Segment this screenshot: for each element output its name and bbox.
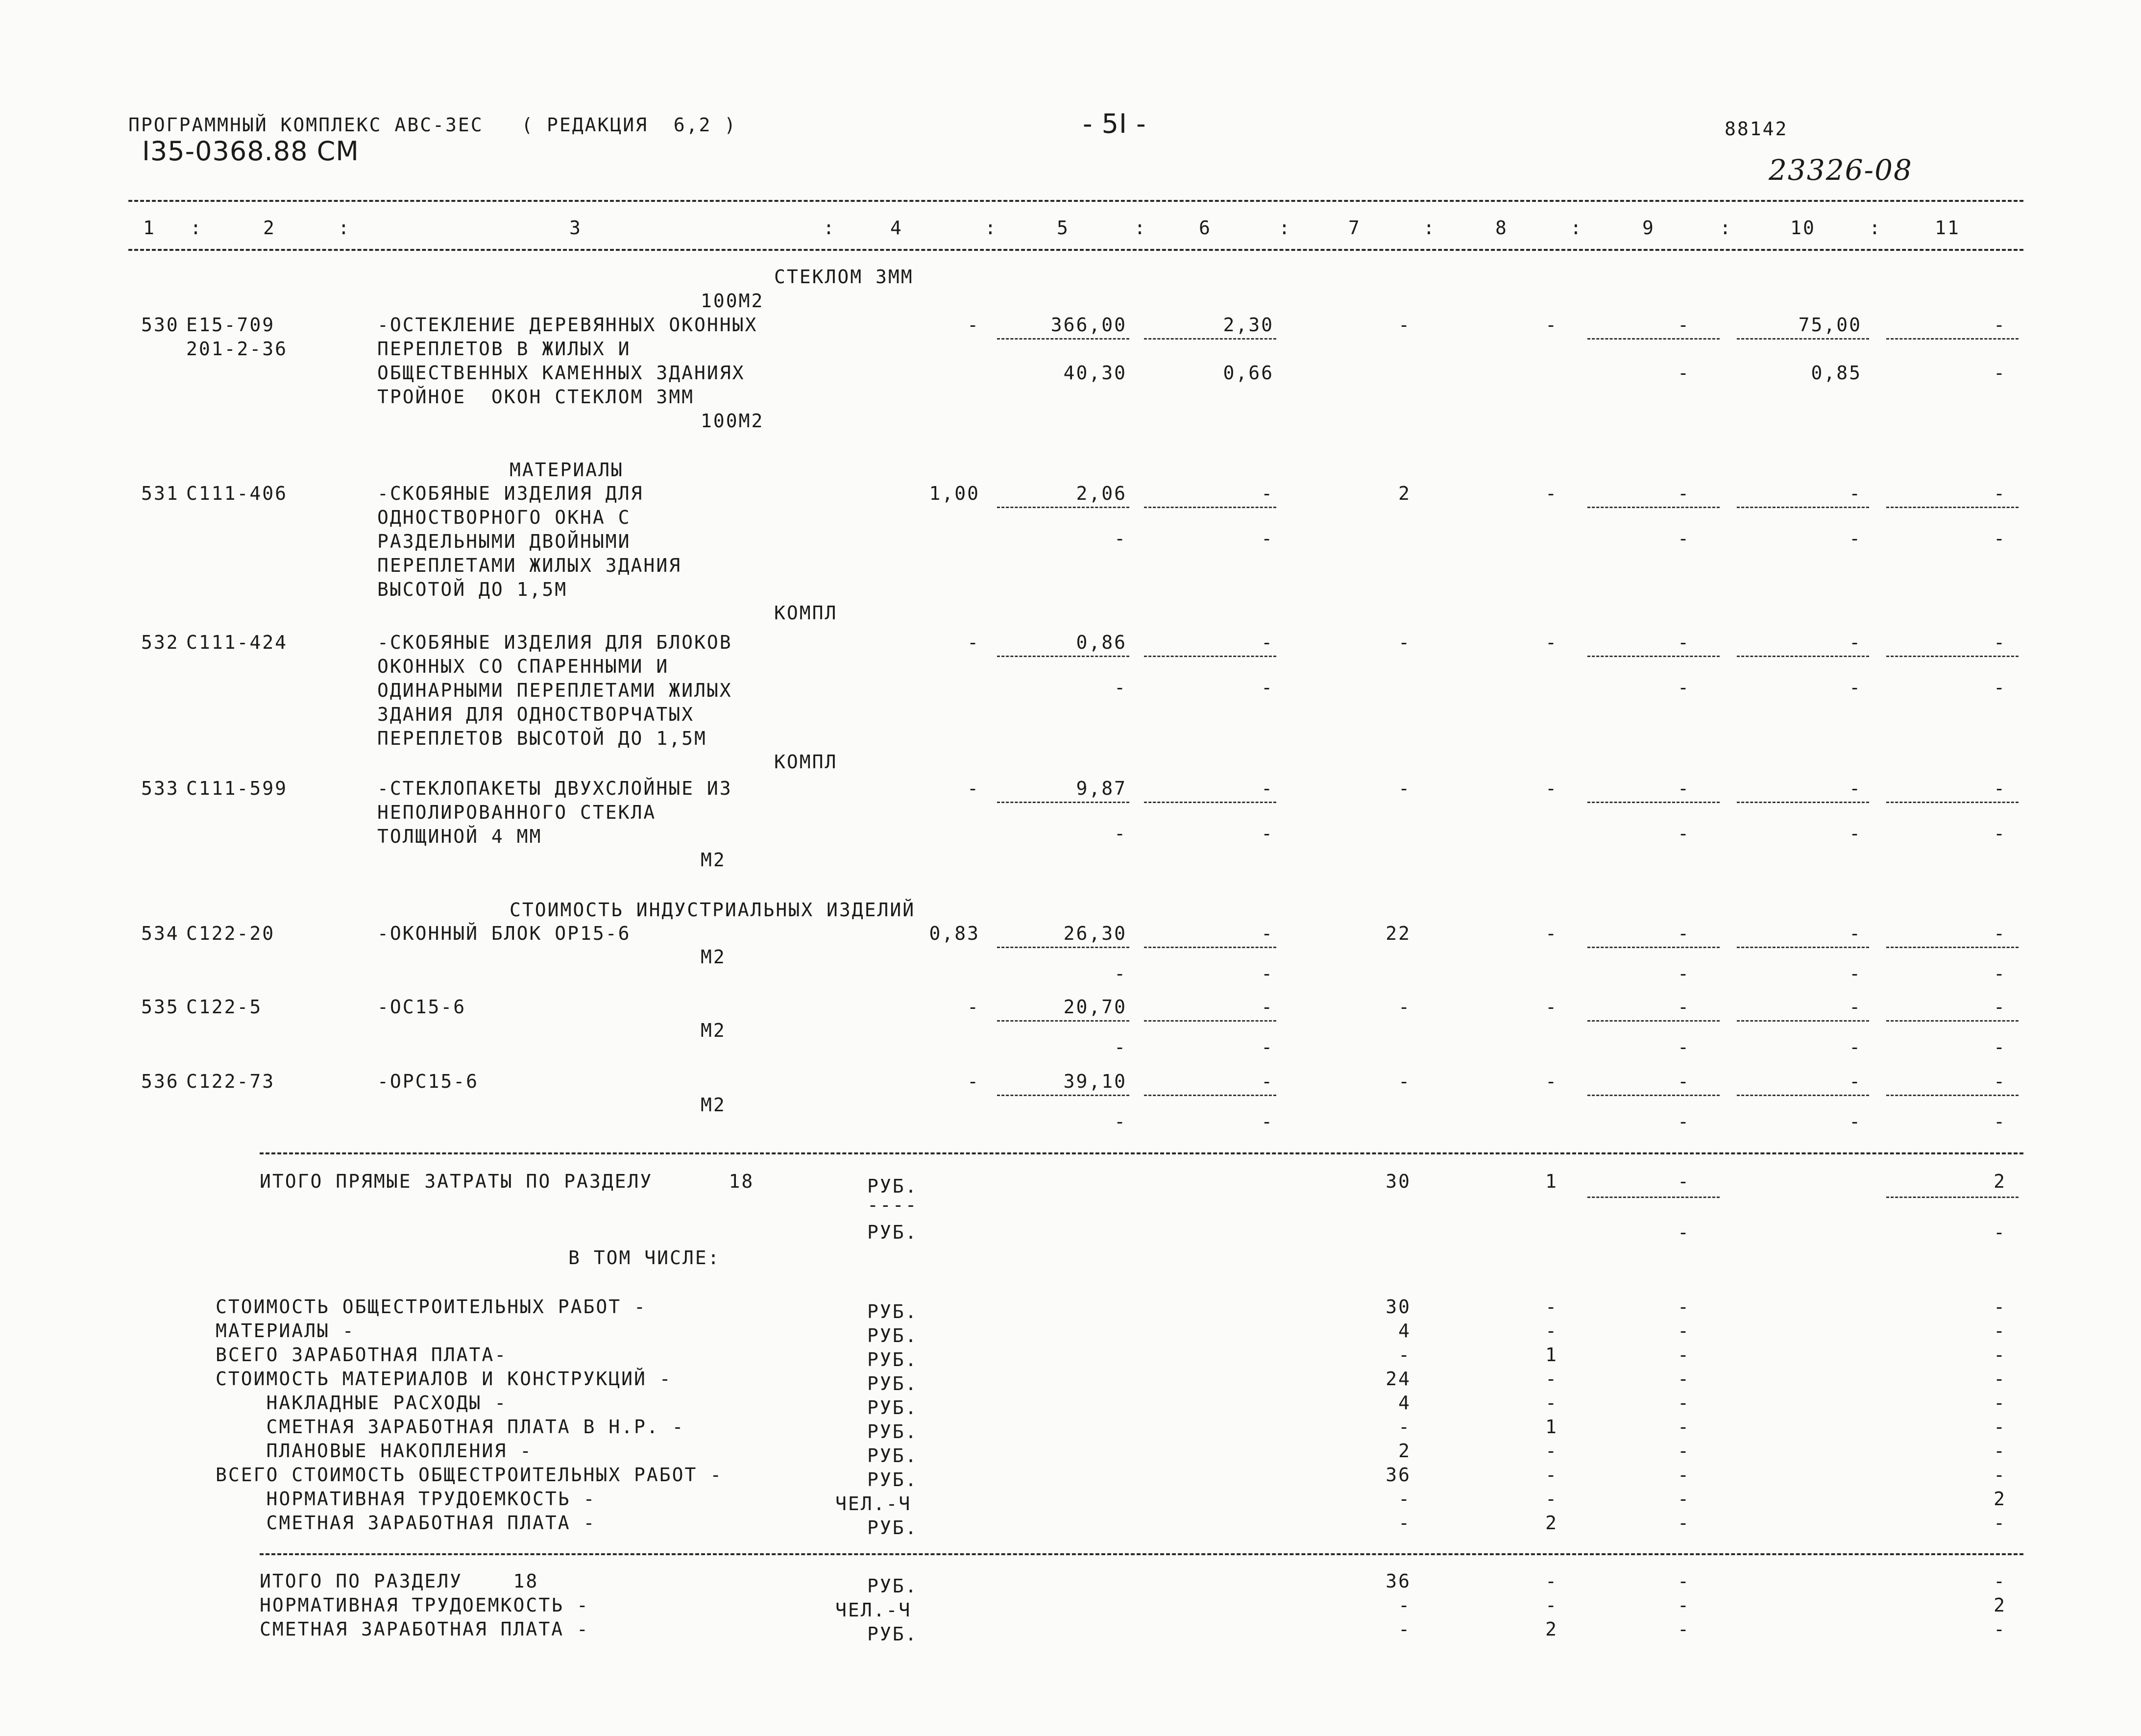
final-c7: -: [1398, 1594, 1411, 1616]
final-c9: -: [1678, 1618, 1690, 1640]
final-label: НОРМАТИВНАЯ ТРУДОЕМКОСТЬ -: [260, 1594, 589, 1616]
breakdown-c8: -: [1545, 1464, 1558, 1486]
column-separator: :: [338, 217, 351, 239]
item-number: 535: [141, 996, 179, 1018]
breakdown-unit: РУБ.: [867, 1469, 918, 1491]
cell-col11: -: [1994, 923, 2006, 944]
column-header-3: 3: [569, 217, 582, 239]
breakdown-c11: -: [1994, 1368, 2006, 1390]
cell-col11: -: [1994, 996, 2006, 1018]
cell-sub-2: -: [1678, 1036, 1690, 1058]
item-code: С122-5: [186, 996, 263, 1018]
cell-unit-cost: 20,70: [1063, 996, 1127, 1018]
item-number: 534: [141, 923, 179, 944]
breakdown-label: СТОИМОСТЬ МАТЕРИАЛОВ И КОНСТРУКЦИЙ -: [216, 1368, 672, 1390]
subtotal-rule: [1737, 1095, 1869, 1096]
column-header-5: 5: [1057, 217, 1070, 239]
item-number: 533: [141, 778, 179, 799]
column-header-8: 8: [1495, 217, 1508, 239]
subtotal-rule: [1886, 338, 2019, 340]
section-total-c11b: -: [1994, 1222, 2006, 1243]
item-number: 536: [141, 1071, 179, 1092]
breakdown-c9: -: [1678, 1296, 1690, 1318]
subtotal-rule: [997, 656, 1129, 657]
item-number: 532: [141, 632, 179, 653]
cell-col11: -: [1994, 314, 2006, 336]
document-id: I35-0368.88 СМ: [142, 136, 359, 167]
subtotal-rule: [997, 1020, 1129, 1022]
breakdown-label: ВСЕГО СТОИМОСТЬ ОБЩЕСТРОИТЕЛЬНЫХ РАБОТ -: [216, 1464, 723, 1486]
cell-col6: -: [1261, 778, 1274, 799]
cell-sub-2: -: [1678, 528, 1690, 549]
breakdown-c11: 2: [1994, 1488, 2006, 1510]
column-separator: :: [190, 217, 203, 239]
breakdown-c8: -: [1545, 1440, 1558, 1462]
section-total-c8: 1: [1545, 1171, 1558, 1192]
cell-sub-1: 0,66: [1223, 362, 1274, 384]
cell-qty: -: [967, 632, 980, 653]
breakdown-c8: -: [1545, 1368, 1558, 1390]
item-description-line: ОДИНАРНЫМИ ПЕРЕПЛЕТАМИ ЖИЛЫХ: [377, 680, 732, 701]
breakdown-c9: -: [1678, 1392, 1690, 1414]
subtotal-rule: [1737, 338, 1869, 340]
cell-sub-4: -: [1994, 1036, 2006, 1058]
subtotal-rule: [1737, 507, 1869, 508]
breakdown-c7: 30: [1386, 1296, 1411, 1318]
cell-col11: -: [1994, 778, 2006, 799]
final-c8: -: [1545, 1594, 1558, 1616]
cell-total-cost: -: [1398, 632, 1411, 653]
subtotal-rule: [1587, 1095, 1720, 1096]
column-separator: :: [823, 217, 836, 239]
breakdown-label: СТОИМОСТЬ ОБЩЕСТРОИТЕЛЬНЫХ РАБОТ -: [216, 1296, 647, 1318]
final-rule: [260, 1553, 2023, 1555]
unit-label: М2: [701, 849, 726, 871]
cell-col8: -: [1545, 778, 1558, 799]
document-code: 88142: [1725, 118, 1788, 140]
column-separator: :: [1423, 217, 1436, 239]
subtotal-rule: [997, 338, 1129, 340]
subtotal-rule: [1886, 802, 2019, 803]
cell-sub-3: -: [1849, 528, 1862, 549]
cell-col6: -: [1261, 483, 1274, 504]
column-header-2: 2: [263, 217, 276, 239]
column-header-7: 7: [1348, 217, 1361, 239]
breakdown-c7: -: [1398, 1512, 1411, 1534]
cell-col9: -: [1678, 1071, 1690, 1092]
cell-sub-0: -: [1114, 677, 1127, 698]
cell-total-cost: 22: [1386, 923, 1411, 944]
item-number: 531: [141, 483, 179, 504]
item-description-line: -ОКОННЫЙ БЛОК ОР15-6: [377, 923, 631, 944]
subtotal-rule: [1886, 1197, 2019, 1198]
subtotal-rule: [1587, 507, 1720, 508]
cell-col10: -: [1849, 483, 1862, 504]
item-code: С111-406: [186, 483, 288, 504]
breakdown-unit: РУБ.: [867, 1349, 918, 1370]
breakdown-c9: -: [1678, 1368, 1690, 1390]
breakdown-unit: ЧЕЛ.-Ч: [835, 1493, 912, 1515]
cell-total-cost: -: [1398, 1071, 1411, 1092]
column-header-1: 1: [143, 217, 156, 239]
unit-label: КОМПЛ: [774, 751, 838, 773]
cell-col8: -: [1545, 483, 1558, 504]
breakdown-c9: -: [1678, 1512, 1690, 1534]
breakdown-c9: -: [1678, 1440, 1690, 1462]
breakdown-c11: -: [1994, 1416, 2006, 1438]
item-code: С122-20: [186, 923, 275, 944]
final-label: СМЕТНАЯ ЗАРАБОТНАЯ ПЛАТА -: [260, 1618, 589, 1640]
subtotal-rule: [1144, 947, 1276, 948]
subtotal-rule: [1587, 1020, 1720, 1022]
breakdown-c8: -: [1545, 1392, 1558, 1414]
item-code: С111-599: [186, 778, 288, 799]
including-heading: В ТОМ ЧИСЛЕ:: [568, 1247, 721, 1269]
subtotal-rule: [997, 1095, 1129, 1096]
item-code: С122-73: [186, 1071, 275, 1092]
column-separator: :: [1570, 217, 1583, 239]
final-c11: -: [1994, 1570, 2006, 1592]
section-total-unit-dash: ----: [867, 1194, 918, 1216]
cell-unit-cost: 39,10: [1063, 1071, 1127, 1092]
unit-label: 100М2: [701, 290, 764, 312]
section-total-unit: РУБ.: [867, 1175, 918, 1197]
cell-sub-3: 0,85: [1811, 362, 1862, 384]
breakdown-unit: РУБ.: [867, 1325, 918, 1346]
item-description-line: ВЫСОТОЙ ДО 1,5М: [377, 579, 568, 600]
section-heading: СТЕКЛОМ 3ММ: [774, 266, 914, 288]
breakdown-unit: РУБ.: [867, 1301, 918, 1322]
cell-unit-cost: 9,87: [1076, 778, 1127, 799]
cell-sub-4: -: [1994, 677, 2006, 698]
breakdown-c11: -: [1994, 1512, 2006, 1534]
subtotal-rule: [1886, 656, 2019, 657]
cell-qty: -: [967, 778, 980, 799]
cell-total-cost: -: [1398, 314, 1411, 336]
breakdown-c8: 1: [1545, 1344, 1558, 1366]
cell-sub-4: -: [1994, 528, 2006, 549]
column-separator: :: [1279, 217, 1291, 239]
breakdown-c9: -: [1678, 1320, 1690, 1342]
section-total-c11: 2: [1994, 1171, 2006, 1192]
subtotal-rule: [1144, 656, 1276, 657]
cell-col10: -: [1849, 778, 1862, 799]
cell-qty: -: [967, 1071, 980, 1092]
final-c11: 2: [1994, 1594, 2006, 1616]
cell-col8: -: [1545, 996, 1558, 1018]
cell-qty: -: [967, 314, 980, 336]
column-header-6: 6: [1199, 217, 1212, 239]
unit-label: 100М2: [701, 410, 764, 432]
final-c8: 2: [1545, 1618, 1558, 1640]
section-total-c7: 30: [1386, 1171, 1411, 1192]
cell-sub-2: -: [1678, 677, 1690, 698]
breakdown-label: СМЕТНАЯ ЗАРАБОТНАЯ ПЛАТА В Н.Р. -: [216, 1416, 685, 1438]
unit-label: КОМПЛ: [774, 602, 838, 624]
header-bottom-rule: [128, 249, 2023, 251]
item-number: 530: [141, 314, 179, 336]
cell-sub-1: -: [1261, 1111, 1274, 1132]
cell-sub-4: -: [1994, 963, 2006, 984]
column-header-11: 11: [1935, 217, 1960, 239]
subtotal-rule: [1144, 338, 1276, 340]
item-description-line: НЕПОЛИРОВАННОГО СТЕКЛА: [377, 802, 657, 823]
subtotal-rule: [1587, 947, 1720, 948]
subtotal-rule: [1144, 507, 1276, 508]
breakdown-c7: -: [1398, 1488, 1411, 1510]
breakdown-c9: -: [1678, 1488, 1690, 1510]
subtotal-rule: [1144, 1020, 1276, 1022]
cell-col8: -: [1545, 1071, 1558, 1092]
cell-col6: -: [1261, 632, 1274, 653]
subtotal-rule: [997, 802, 1129, 803]
breakdown-c11: -: [1994, 1320, 2006, 1342]
breakdown-c8: 1: [1545, 1416, 1558, 1438]
cell-col9: -: [1678, 632, 1690, 653]
breakdown-c11: -: [1994, 1344, 2006, 1366]
cell-col9: -: [1678, 483, 1690, 504]
breakdown-c8: -: [1545, 1296, 1558, 1318]
final-c11: -: [1994, 1618, 2006, 1640]
breakdown-label: НОРМАТИВНАЯ ТРУДОЕМКОСТЬ -: [216, 1488, 596, 1510]
handwritten-number: 23326-08: [1769, 153, 1913, 187]
subtotal-rule: [1886, 947, 2019, 948]
breakdown-c9: -: [1678, 1464, 1690, 1486]
subtotal-rule: [1587, 338, 1720, 340]
breakdown-c7: 24: [1386, 1368, 1411, 1390]
breakdown-label: НАКЛАДНЫЕ РАСХОДЫ -: [216, 1392, 508, 1414]
final-c7: 36: [1386, 1570, 1411, 1592]
subtotal-rule: [1737, 802, 1869, 803]
cell-sub-4: -: [1994, 1111, 2006, 1132]
final-label: ИТОГО ПО РАЗДЕЛУ 18: [260, 1570, 539, 1592]
breakdown-c7: -: [1398, 1416, 1411, 1438]
breakdown-unit: РУБ.: [867, 1421, 918, 1443]
breakdown-unit: РУБ.: [867, 1445, 918, 1467]
subtotal-rule: [1144, 802, 1276, 803]
column-separator: :: [985, 217, 998, 239]
column-header-10: 10: [1790, 217, 1816, 239]
breakdown-c7: 4: [1398, 1392, 1411, 1414]
item-reference: 201-2-36: [186, 338, 288, 360]
cell-col10: -: [1849, 996, 1862, 1018]
cell-total-cost: -: [1398, 778, 1411, 799]
unit-label: М2: [701, 1020, 726, 1041]
cell-col6: -: [1261, 923, 1274, 944]
item-description-line: ТОЛЩИНОЙ 4 ММ: [377, 826, 542, 847]
cell-col10: -: [1849, 923, 1862, 944]
section-total-unit2: РУБ.: [867, 1222, 918, 1243]
cell-sub-4: -: [1994, 823, 2006, 844]
breakdown-label: ВСЕГО ЗАРАБОТНАЯ ПЛАТА-: [216, 1344, 508, 1366]
cell-col9: -: [1678, 996, 1690, 1018]
breakdown-c9: -: [1678, 1344, 1690, 1366]
cell-col11: -: [1994, 483, 2006, 504]
item-description-line: ОБЩЕСТВЕННЫХ КАМЕННЫХ ЗДАНИЯХ: [377, 362, 745, 384]
breakdown-label: МАТЕРИАЛЫ -: [216, 1320, 355, 1342]
cell-col6: -: [1261, 1071, 1274, 1092]
cell-sub-2: -: [1678, 963, 1690, 984]
breakdown-c7: 36: [1386, 1464, 1411, 1486]
item-description-line: -ОСТЕКЛЕНИЕ ДЕРЕВЯННЫХ ОКОННЫХ: [377, 314, 758, 336]
unit-label: М2: [701, 946, 726, 968]
breakdown-c11: -: [1994, 1464, 2006, 1486]
item-code: Е15-709: [186, 314, 275, 336]
column-header-4: 4: [890, 217, 903, 239]
breakdown-c7: 2: [1398, 1440, 1411, 1462]
item-description-line: -ОС15-6: [377, 996, 466, 1018]
cell-col9: -: [1678, 314, 1690, 336]
cell-sub-3: -: [1849, 1111, 1862, 1132]
cell-sub-0: 40,30: [1063, 362, 1127, 384]
breakdown-unit: РУБ.: [867, 1373, 918, 1394]
cell-sub-0: -: [1114, 528, 1127, 549]
cell-sub-2: -: [1678, 1111, 1690, 1132]
cell-sub-0: -: [1114, 963, 1127, 984]
item-code: С111-424: [186, 632, 288, 653]
cell-unit-cost: 2,06: [1076, 483, 1127, 504]
subtotal-rule: [1886, 1020, 2019, 1022]
cell-sub-1: -: [1261, 963, 1274, 984]
cell-col8: -: [1545, 923, 1558, 944]
item-description-line: ЗДАНИЯ ДЛЯ ОДНОСТВОРЧАТЫХ: [377, 704, 694, 725]
column-header-9: 9: [1642, 217, 1655, 239]
cell-col6: -: [1261, 996, 1274, 1018]
item-description-line: ТРОЙНОЕ ОКОН СТЕКЛОМ 3ММ: [377, 386, 694, 408]
subtotal-rule: [1886, 1095, 2019, 1096]
subtotal-rule: [1737, 947, 1869, 948]
cell-sub-1: -: [1261, 677, 1274, 698]
subtotal-rule: [997, 507, 1129, 508]
subtotal-rule: [1886, 507, 2019, 508]
breakdown-c8: 2: [1545, 1512, 1558, 1534]
breakdown-unit: РУБ.: [867, 1517, 918, 1539]
cell-sub-0: -: [1114, 823, 1127, 844]
final-c8: -: [1545, 1570, 1558, 1592]
subtotal-rule: [1737, 1020, 1869, 1022]
breakdown-c7: 4: [1398, 1320, 1411, 1342]
cell-unit-cost: 0,86: [1076, 632, 1127, 653]
item-description-line: РАЗДЕЛЬНЫМИ ДВОЙНЫМИ: [377, 531, 631, 552]
item-description-line: ПЕРЕПЛЕТАМИ ЖИЛЫХ ЗДАНИЯ: [377, 555, 682, 576]
totals-rule: [260, 1152, 2023, 1154]
breakdown-c11: -: [1994, 1392, 2006, 1414]
final-unit: ЧЕЛ.-Ч: [835, 1599, 912, 1621]
cell-total-cost: -: [1398, 996, 1411, 1018]
cell-sub-0: -: [1114, 1111, 1127, 1132]
section-heading: СТОИМОСТЬ ИНДУСТРИАЛЬНЫХ ИЗДЕЛИЙ: [510, 899, 916, 921]
item-description-line: -ОРС15-6: [377, 1071, 479, 1092]
cell-col9: -: [1678, 778, 1690, 799]
final-c9: -: [1678, 1570, 1690, 1592]
cell-col6: 2,30: [1223, 314, 1274, 336]
item-description-line: -СКОБЯНЫЕ ИЗДЕЛИЯ ДЛЯ БЛОКОВ: [377, 632, 732, 653]
cell-qty: -: [967, 996, 980, 1018]
subtotal-rule: [1587, 802, 1720, 803]
cell-col11: -: [1994, 1071, 2006, 1092]
cell-sub-3: -: [1849, 963, 1862, 984]
cell-sub-2: -: [1678, 823, 1690, 844]
section-heading: МАТЕРИАЛЫ: [510, 459, 624, 481]
item-description-line: ОДНОСТВОРНОГО ОКНА С: [377, 507, 631, 528]
page-number: - 5I -: [1083, 108, 1146, 139]
cell-sub-1: -: [1261, 823, 1274, 844]
subtotal-rule: [1587, 1197, 1720, 1198]
section-total-c9: -: [1678, 1171, 1690, 1192]
breakdown-label: СМЕТНАЯ ЗАРАБОТНАЯ ПЛАТА -: [216, 1512, 596, 1534]
breakdown-c11: -: [1994, 1296, 2006, 1318]
cell-total-cost: 2: [1398, 483, 1411, 504]
cell-col10: -: [1849, 1071, 1862, 1092]
column-separator: :: [1869, 217, 1882, 239]
cell-col8: -: [1545, 632, 1558, 653]
cell-col10: 75,00: [1798, 314, 1862, 336]
item-description-line: -СКОБЯНЫЕ ИЗДЕЛИЯ ДЛЯ: [377, 483, 644, 504]
cell-sub-3: -: [1849, 677, 1862, 698]
breakdown-c11: -: [1994, 1440, 2006, 1462]
subtotal-rule: [1587, 656, 1720, 657]
final-unit: РУБ.: [867, 1575, 918, 1597]
final-c7: -: [1398, 1618, 1411, 1640]
cell-qty: 0,83: [929, 923, 980, 944]
cell-sub-1: -: [1261, 1036, 1274, 1058]
breakdown-unit: РУБ.: [867, 1397, 918, 1418]
item-description-line: -СТЕКЛОПАКЕТЫ ДВУХСЛОЙНЫЕ ИЗ: [377, 778, 732, 799]
item-description-line: ПЕРЕПЛЕТОВ ВЫСОТОЙ ДО 1,5М: [377, 728, 707, 749]
section-total-label: ИТОГО ПРЯМЫЕ ЗАТРАТЫ ПО РАЗДЕЛУ 18: [260, 1171, 754, 1192]
cell-sub-4: -: [1994, 362, 2006, 384]
subtotal-rule: [1737, 656, 1869, 657]
breakdown-c8: -: [1545, 1488, 1558, 1510]
cell-sub-0: -: [1114, 1036, 1127, 1058]
cell-sub-3: -: [1849, 1036, 1862, 1058]
header-top-rule: [128, 200, 2023, 202]
cell-unit-cost: 366,00: [1050, 314, 1127, 336]
cell-sub-2: -: [1678, 362, 1690, 384]
cell-sub-3: -: [1849, 823, 1862, 844]
breakdown-c7: -: [1398, 1344, 1411, 1366]
final-unit: РУБ.: [867, 1623, 918, 1645]
cell-col11: -: [1994, 632, 2006, 653]
cell-qty: 1,00: [929, 483, 980, 504]
breakdown-c8: -: [1545, 1320, 1558, 1342]
item-description-line: ОКОННЫХ СО СПАРЕННЫМИ И: [377, 656, 669, 677]
subtotal-rule: [997, 947, 1129, 948]
unit-label: М2: [701, 1094, 726, 1116]
final-c9: -: [1678, 1594, 1690, 1616]
column-separator: :: [1720, 217, 1732, 239]
program-title: ПРОГРАММНЫЙ КОМПЛЕКС АВС-ЗЕС ( РЕДАКЦИЯ 6,2 ): [128, 114, 737, 136]
subtotal-rule: [1144, 1095, 1276, 1096]
breakdown-label: ПЛАНОВЫЕ НАКОПЛЕНИЯ -: [216, 1440, 533, 1462]
column-separator: :: [1134, 217, 1147, 239]
cell-sub-1: -: [1261, 528, 1274, 549]
cell-unit-cost: 26,30: [1063, 923, 1127, 944]
cell-col9: -: [1678, 923, 1690, 944]
cell-col10: -: [1849, 632, 1862, 653]
breakdown-c9: -: [1678, 1416, 1690, 1438]
section-total-c9b: -: [1678, 1222, 1690, 1243]
cell-col8: -: [1545, 314, 1558, 336]
item-description-line: ПЕРЕПЛЕТОВ В ЖИЛЫХ И: [377, 338, 631, 360]
